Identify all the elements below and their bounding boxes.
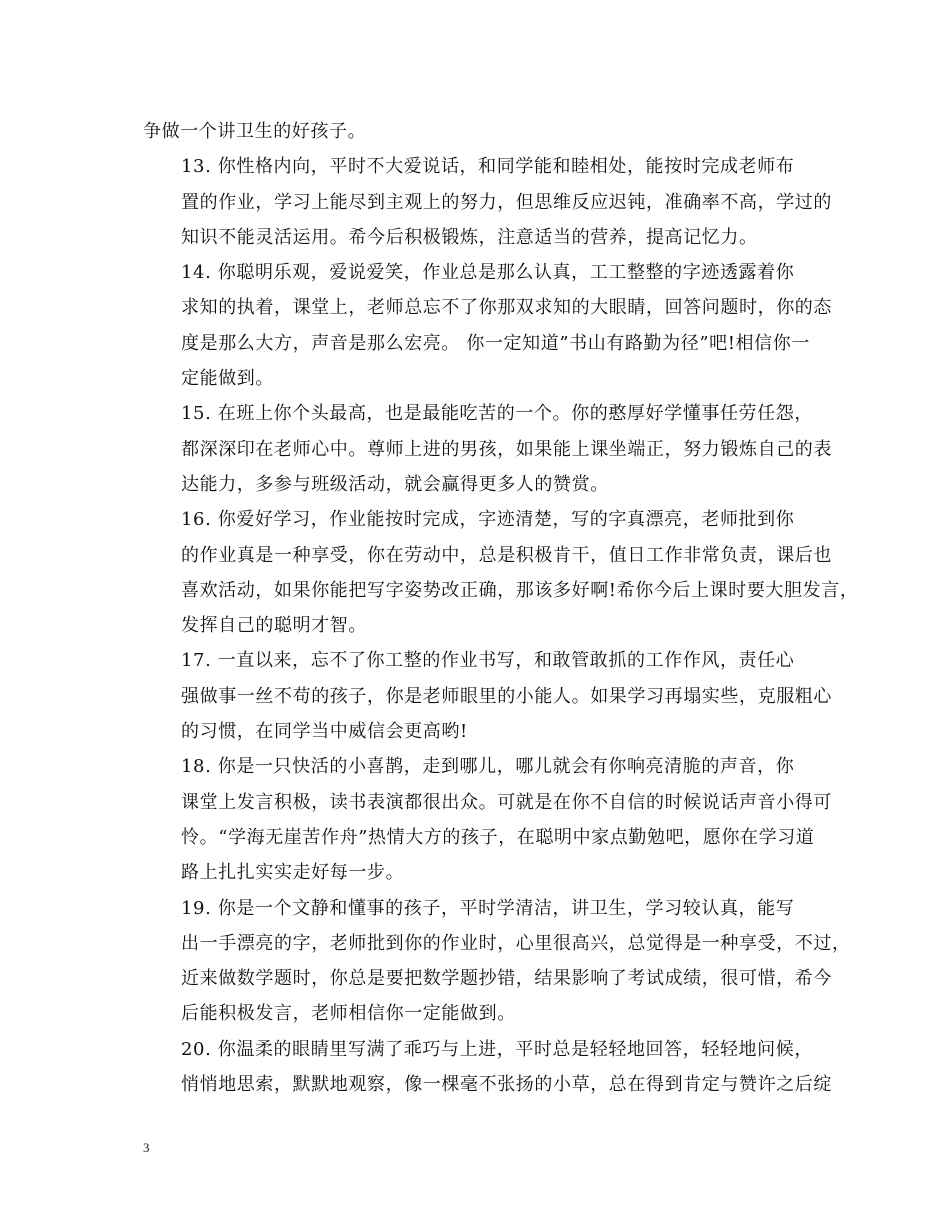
paragraph (143, 114, 823, 149)
text-line: 发挥自己的聪明才智。 (181, 615, 367, 637)
text-line: 定能做到。 (181, 368, 274, 390)
paragraph (143, 149, 832, 255)
text-line: 达能力，多参与班级活动，就会赢得更多人的赞赏。 (181, 473, 609, 495)
paragraph (143, 396, 832, 502)
page-number: 3 (143, 1140, 150, 1155)
text-line: 20. 你温柔的眼睛里写满了乖巧与上进，平时总是轻轻地回答，轻轻地问候， (181, 1038, 813, 1060)
paragraph (143, 502, 859, 643)
text-line: 14. 你聪明乐观，爱说爱笑，作业总是那么认真，工工整整的字迹透露着你 (181, 262, 795, 284)
text-line: 路上扎扎实实走好每一步。 (181, 862, 405, 884)
paragraph (143, 1032, 832, 1103)
text-line: 悄悄地思索，默默地观察，像一棵毫不张扬的小草，总在得到肯定与赞许之后绽 (181, 1074, 832, 1096)
text-line: 的习惯，在同学当中威信会更高哟! (181, 721, 468, 743)
text-line: 争做一个讲卫生的好孩子。 (143, 121, 367, 142)
text-line: 求知的执着，课堂上，老师总忘不了你那双求知的大眼睛，回答问题时，你的态 (181, 297, 832, 319)
text-line: 课堂上发言积极，读书表演都很出众。可就是在你不自信的时候说话声音小得可 (181, 791, 832, 813)
text-line: 怜。“学海无崖苦作舟”热情大方的孩子，在聪明中家点勤勉吧，愿你在学习道 (181, 826, 815, 848)
text-line: 16. 你爱好学习，作业能按时完成，字迹清楚，写的字真漂亮，老师批到你 (181, 509, 795, 531)
paragraph (143, 643, 832, 749)
document-body (143, 114, 859, 1102)
text-line: 后能积极发言，老师相信你一定能做到。 (181, 1003, 516, 1025)
text-line: 的作业真是一种享受，你在劳动中，总是积极肯干，值日工作非常负责，课后也 (181, 544, 832, 566)
text-line: 强做事一丝不苟的孩子，你是老师眼里的小能人。如果学习再塌实些，克服粗心 (181, 685, 832, 707)
paragraph (143, 749, 832, 890)
text-line: 13. 你性格内向，平时不大爱说话，和同学能和睦相处，能按时完成老师布 (181, 156, 795, 178)
paragraph (143, 255, 832, 396)
text-line: 度是那么大方，声音是那么宏亮。 你一定知道”书山有路勤为径”吧!相信你一 (181, 332, 810, 354)
text-line: 近来做数学题时，你总是要把数学题抄错，结果影响了考试成绩，很可惜，希今 (181, 968, 832, 990)
text-line: 19. 你是一个文静和懂事的孩子，平时学清洁，讲卫生，学习较认真，能写 (181, 897, 795, 919)
text-line: 18. 你是一只快活的小喜鹊，走到哪儿，哪儿就会有你响亮清脆的声音，你 (181, 756, 795, 778)
text-line: 出一手漂亮的字，老师批到你的作业时，心里很高兴，总觉得是一种享受，不过， (181, 932, 851, 954)
text-line: 17. 一直以来，忘不了你工整的作业书写，和敢管敢抓的工作作风，责任心 (181, 650, 795, 672)
text-line: 都深深印在老师心中。尊师上进的男孩，如果能上课坐端正，努力锻炼自己的表 (181, 438, 832, 460)
text-line: 知识不能灵活运用。希今后积极锻炼，注意适当的营养，提高记忆力。 (181, 226, 758, 248)
text-line: 喜欢活动，如果你能把写字姿势改正确，那该多好啊!希你今后上课时要大胆发言， (181, 579, 859, 601)
text-line: 置的作业，学习上能尽到主观上的努力，但思维反应迟钝，准确率不高，学过的 (181, 191, 832, 213)
text-line: 15. 在班上你个头最高，也是最能吃苦的一个。你的憨厚好学懂事任劳任怨， (181, 403, 813, 425)
paragraph (143, 891, 851, 1032)
